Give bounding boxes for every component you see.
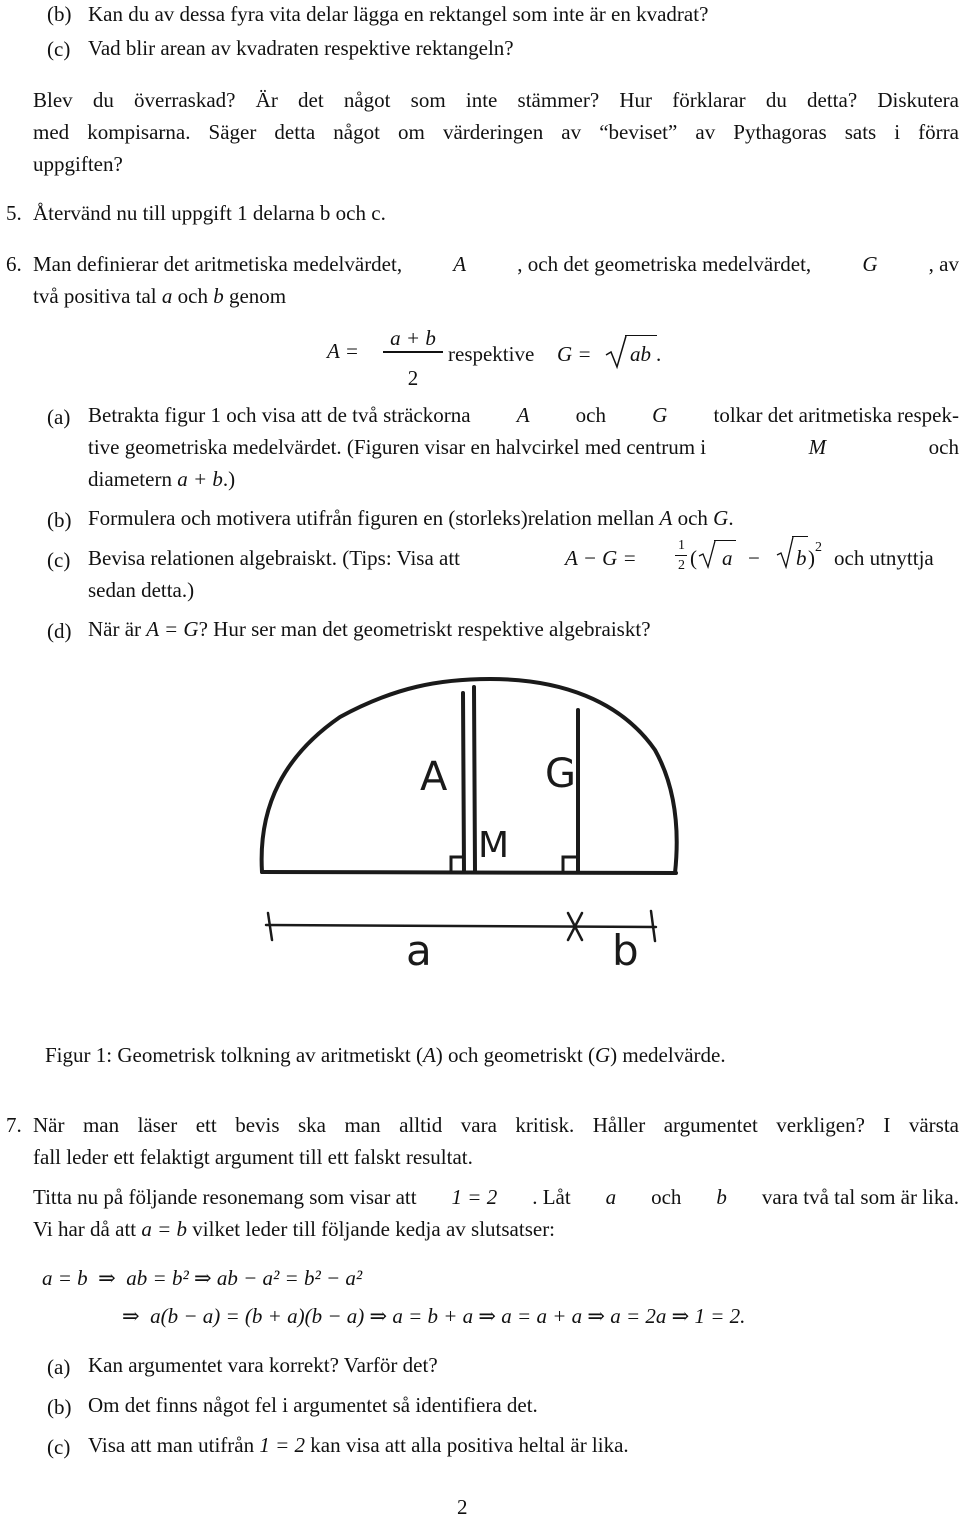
item-6a-line-2 (88, 437, 959, 458)
label-b: b (612, 926, 639, 975)
item-c-top-text: Vad blir arean av kvadraten respektive rektangeln? (88, 36, 514, 60)
caption-text: ) medelvärde. (610, 1043, 726, 1067)
math-a-plus-b: a + b (177, 467, 223, 491)
item-label-b-top: (b) (47, 2, 72, 26)
text: och (651, 1185, 682, 1209)
math-a-eq-g: A = G (146, 617, 199, 641)
question-7-line-3 (33, 1187, 959, 1208)
question-7-number: 7. (6, 1113, 22, 1137)
formula-numerator: a + b (390, 326, 436, 350)
item-label-6b: (b) (47, 508, 72, 532)
var-A: A (659, 506, 673, 530)
implication-chain-line-2: ⇒ a(b − a) = (b + a)(b − a) ⇒ a = b + a ⇒ a = a + a ⇒ a = 2a ⇒ 1 = 2. (122, 1304, 746, 1328)
text: ? Hur ser man det geometriskt respektive algebraiskt? (198, 617, 651, 641)
right-angle-mark-G (563, 857, 578, 872)
paragraph-line-2: med kompisarna. Säger detta något om värderingen av “beviset” av Pythagoras sats i förra (33, 120, 959, 144)
text: och (575, 403, 606, 427)
text: .) (222, 467, 236, 491)
question-7-line-4 (33, 1219, 555, 1240)
math-1-eq-2: 1 = 2 (259, 1433, 306, 1457)
semicircle-arc (262, 679, 677, 873)
intro-text: och (177, 284, 208, 308)
half-denominator: 2 (678, 558, 685, 573)
item-6c-line-2: sedan detta.) (88, 578, 195, 602)
text: kan visa att alla positiva heltal är lika. (310, 1433, 629, 1457)
text: Betrakta figur 1 och visa att de två sträckorna (88, 403, 471, 427)
intro-text: genom (228, 284, 287, 308)
question-6-intro-line-1 (33, 254, 959, 275)
sqrt-symbol (604, 334, 628, 370)
tick-left (268, 913, 272, 940)
caption-var-G: G (594, 1043, 611, 1067)
item-6a-line-3 (88, 469, 235, 490)
item-label-7b: (b) (47, 1395, 72, 1419)
var-b: b (213, 284, 224, 308)
item-6a-line-1 (88, 405, 959, 426)
var-A: A (516, 403, 530, 427)
text: vara två tal som är lika. (761, 1185, 959, 1209)
math-a-minus-g: A − G = (565, 546, 637, 570)
item-6b-text (88, 508, 734, 529)
question-7-line-2: fall leder ett felaktigt argument till ett falskt resultat. (33, 1145, 473, 1169)
question-7-line-1: När man läser ett bevis ska man alltid vara kritisk. Håller argumentet verkligen? I värsta (33, 1113, 959, 1137)
minus-sign: − (748, 546, 760, 570)
item-label-c-top: (c) (47, 37, 71, 61)
text: . (728, 506, 734, 530)
sqrt-b-radicand: b (796, 546, 807, 570)
question-6-number: 6. (6, 252, 22, 276)
intro-text: , och det geometriska medelvärdet, (517, 252, 812, 276)
item-label-7c: (c) (47, 1435, 71, 1459)
paren-close: ) (808, 546, 815, 570)
caption-var-A: A (422, 1043, 436, 1067)
item-7c-text (88, 1435, 629, 1456)
square-exponent: 2 (815, 540, 822, 555)
sqrt-b-overline (792, 536, 808, 537)
var-G: G (862, 252, 878, 276)
paragraph-line-1: Blev du överraskad? Är det något som inte stämmer? Hur förklarar du detta? Diskutera (33, 88, 959, 112)
label-A: A (420, 754, 448, 800)
item-label-7a: (a) (47, 1355, 71, 1379)
text: diametern (88, 467, 172, 491)
intro-text: två positiva tal (33, 284, 157, 308)
math-a-eq-b: a = b (141, 1217, 188, 1241)
formula-denominator: 2 (407, 366, 419, 390)
var-G: G (652, 403, 668, 427)
question-6-intro-line-2 (33, 286, 286, 307)
label-M: M (478, 825, 510, 866)
item-6d-text (88, 619, 651, 640)
text: tive geometriska medelvärdet. (Figuren visar en halvcirkel med centrum i (88, 435, 707, 459)
item-7b-text: Om det finns något fel i argumentet så identifiera det. (88, 1393, 538, 1417)
var-M: M (808, 435, 827, 459)
var-A: A (453, 252, 467, 276)
text: och (677, 506, 708, 530)
item-7a-text: Kan argumentet vara korrekt? Varför det? (88, 1353, 438, 1377)
sqrt-b-symbol (775, 535, 795, 569)
text: Titta nu på följande resonemang som visar att (33, 1185, 417, 1209)
diameter-line (262, 872, 676, 873)
formula-respektive: respektive (448, 342, 535, 366)
item-6c-text: Bevisa relationen algebraiskt. (Tips: Visa att (88, 546, 461, 570)
label-a: a (406, 926, 432, 975)
item-b-top-text: Kan du av dessa fyra vita delar lägga en rektangel som inte är en kvadrat? (88, 2, 709, 26)
formula-g-lhs: G = (557, 342, 592, 366)
formula-radicand: ab (630, 342, 651, 366)
formula-fraction-bar (383, 351, 443, 353)
text: vilket leder till följande kedja av slutsatser: (192, 1217, 556, 1241)
formula-period: . (656, 342, 662, 366)
half-numerator: 1 (678, 538, 685, 553)
figure-caption (45, 1045, 726, 1066)
item-label-6d: (d) (47, 619, 72, 643)
caption-text: Figur 1: Geometrisk tolkning av aritmetiskt ( (45, 1043, 423, 1067)
question-5-text: Återvänd nu till uppgift 1 delarna b och c. (33, 201, 386, 225)
text: och (928, 435, 959, 459)
text: . Låt (532, 1185, 571, 1209)
item-label-6a: (a) (47, 405, 71, 429)
sqrt-a-radicand: a (722, 546, 733, 570)
sqrt-a-symbol (697, 539, 717, 569)
formula-lhs: A = (327, 339, 359, 363)
paragraph-line-3: uppgiften? (33, 152, 123, 176)
measure-line (266, 925, 656, 927)
intro-text: , av (928, 252, 959, 276)
text: tolkar det aritmetiska respek- (713, 403, 959, 427)
var-b: b (716, 1185, 727, 1209)
caption-text: ) och geometriskt ( (435, 1043, 595, 1067)
var-a: a (605, 1185, 617, 1209)
item-6c-text-end: och utnyttja (834, 546, 934, 570)
segment-M (474, 687, 475, 872)
var-a: a (161, 284, 173, 308)
intro-text: Man definierar det aritmetiska medelvärdet, (33, 252, 403, 276)
semicircle-figure (0, 665, 960, 990)
sqrt-overline (625, 335, 657, 336)
page-number: 2 (457, 1495, 468, 1519)
segment-A (463, 693, 464, 872)
label-G: G (545, 751, 576, 797)
sqrt-a-overline (714, 540, 736, 541)
var-G: G (713, 506, 729, 530)
item-label-6c: (c) (47, 548, 71, 572)
math-1-eq-2: 1 = 2 (451, 1185, 498, 1209)
question-5-number: 5. (6, 201, 22, 225)
half-bar (675, 555, 687, 556)
paren-open: ( (690, 546, 697, 570)
text: Formulera och motivera utifrån figuren en (storleks)relation mellan (88, 506, 655, 530)
text: Visa att man utifrån (88, 1433, 255, 1457)
text: Vi har då att (33, 1217, 137, 1241)
text: När är (88, 617, 142, 641)
implication-chain-line-1: a = b ⇒ ab = b² ⇒ ab − a² = b² − a² (42, 1266, 363, 1290)
